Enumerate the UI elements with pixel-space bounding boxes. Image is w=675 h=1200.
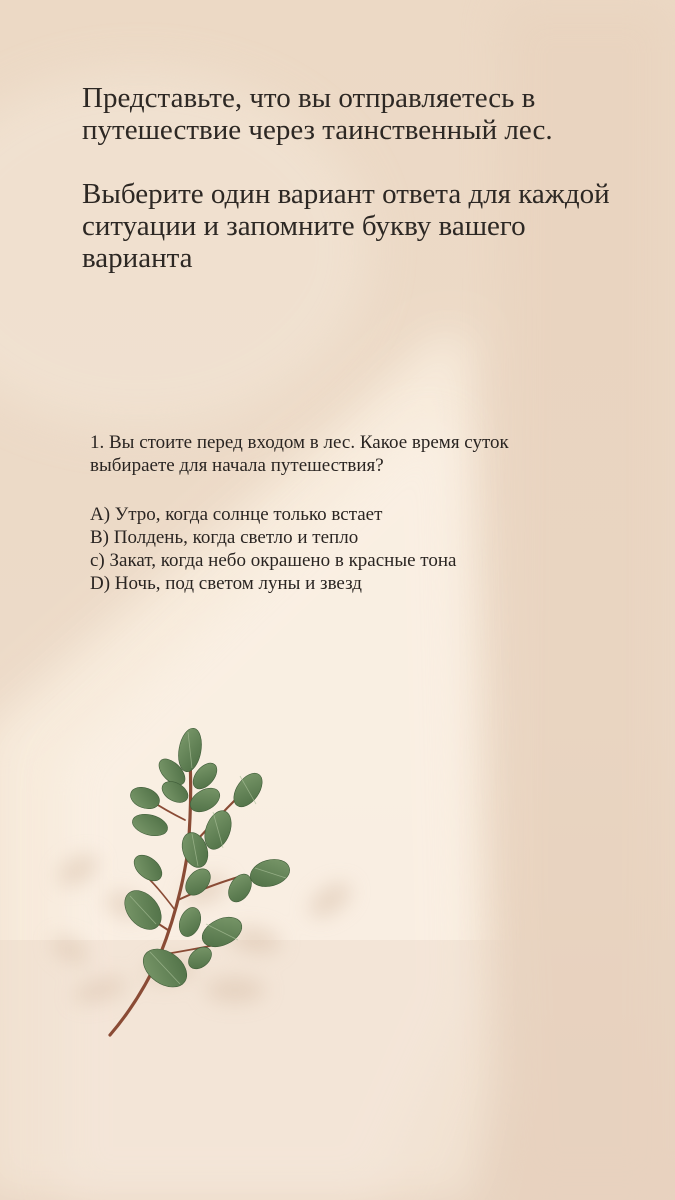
- eucalyptus-sprig-icon: [0, 700, 400, 1060]
- answer-options: [90, 503, 590, 595]
- intro-text: [82, 82, 622, 274]
- option-d: D) Ночь, под светом луны и звезд: [90, 573, 362, 594]
- question-block: [90, 431, 590, 595]
- intro-line-2: Выберите один вариант ответа для каждой ситуации и запомните букву вашего варианта: [82, 178, 610, 274]
- option-c: с) Закат, когда небо окрашено в красные тона: [90, 550, 457, 571]
- option-a: А) Утро, когда солнце только встает: [90, 504, 383, 525]
- intro-line-1: Представьте, что вы отправляетесь в путешествие через таинственный лес.: [82, 82, 553, 146]
- option-b: B) Полдень, когда светло и тепло: [90, 527, 359, 548]
- question-text: 1. Вы стоите перед входом в лес. Какое время суток выбираете для начала путешествия?: [90, 432, 509, 476]
